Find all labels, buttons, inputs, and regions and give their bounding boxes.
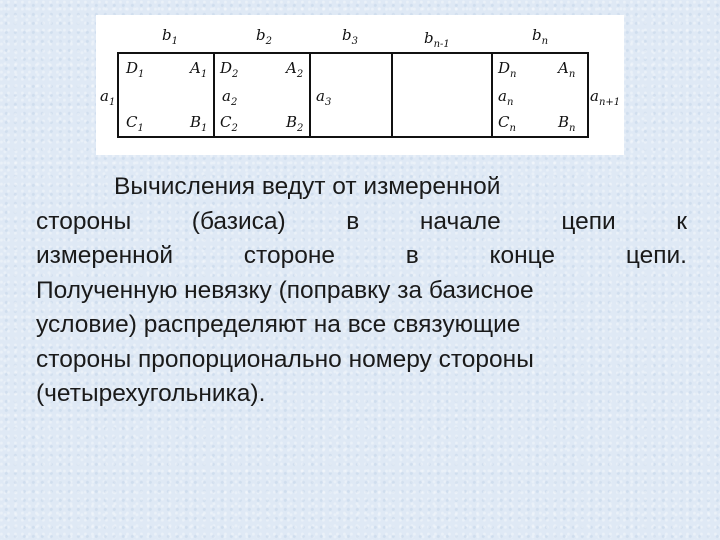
paragraph-word: в [405,242,419,269]
paragraph-text: (четырехугольника). [36,380,266,407]
description-paragraph [36,170,687,412]
paragraph-word: (базиса) [191,207,286,235]
label-Bn: $B_n$ [558,113,576,134]
label-a3: $a_3$ [316,87,332,108]
label-A2: $A_2$ [286,59,304,80]
label-C2: $C_2$ [220,113,238,134]
paragraph-word: цепи. [625,242,687,269]
paragraph-word: стороне [243,242,335,269]
paragraph-word: измеренной [36,242,174,269]
chain-diagram [96,15,624,155]
label-Cn: $C_n$ [498,113,516,134]
paragraph-line-4 [36,274,687,309]
label-an: $a_n$ [498,87,514,108]
label-B1: $B_1$ [190,113,208,134]
label-a2: $a_2$ [222,87,238,108]
paragraph-word: к [676,207,687,235]
label-An: $A_n$ [558,59,576,80]
triangulation-chain-figure [96,15,624,155]
paragraph-line-5 [36,308,687,343]
paragraph-text: Вычисления ведут от измеренной [114,173,501,200]
paragraph-text: стороны пропорционально номеру стороны [36,345,534,373]
paragraph-word: в [346,207,360,235]
paragraph-line-6 [36,343,687,378]
label-b1: $b_1$ [162,26,178,47]
label-b3: $b_3$ [342,26,358,47]
paragraph-word: конце [489,242,556,269]
label-D1: $D_1$ [126,59,145,80]
label-Dn: $D_n$ [498,59,517,80]
label-C1: $C_1$ [126,113,144,134]
paragraph-word: цепи [561,207,616,235]
paragraph-line-7 [36,377,687,412]
paragraph-line-2 [36,205,687,240]
paragraph-word: начале [419,207,501,235]
label-bn-1: $b_{n-1}$ [424,29,450,50]
label-b2: $b_2$ [256,26,272,47]
paragraph-word: стороны [36,207,132,235]
paragraph-line-3 [36,239,687,274]
paragraph-text: условие) распределяют на все связующие [36,311,521,338]
paragraph-text: Полученную невязку (поправку за базисное [36,276,534,304]
chain-outline [118,53,588,137]
label-B2: $B_2$ [286,113,304,134]
label-A1: $A_1$ [190,59,208,80]
label-D2: $D_2$ [220,59,239,80]
label-a1: $a_1$ [100,87,116,108]
paragraph-line-1 [36,170,687,205]
label-bn: $b_n$ [532,26,549,47]
label-an-plus-1: $a_{n+1}$ [590,87,621,108]
